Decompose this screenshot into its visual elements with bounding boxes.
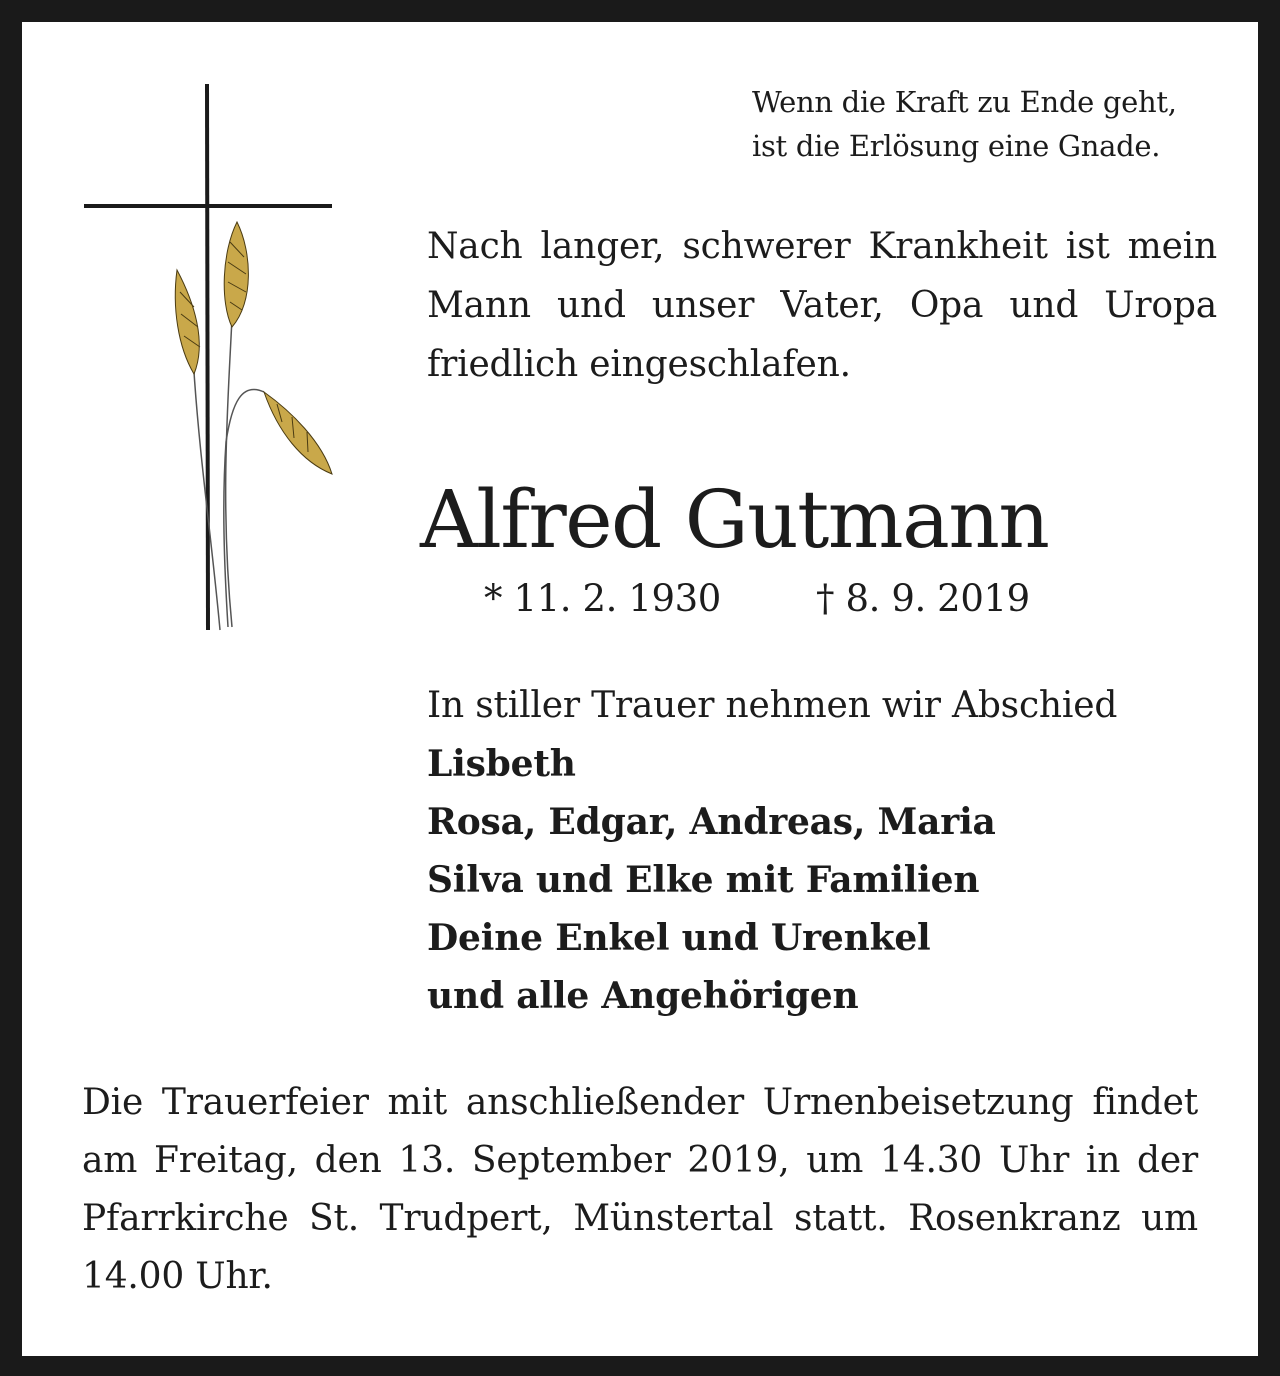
mourner-line: und alle Angehörigen bbox=[427, 975, 859, 1017]
cross-with-wheat-icon bbox=[82, 82, 342, 642]
funeral-details: Die Trauerfeier mit anschließender Urnenbeisetzung findet am Freitag, den 13. September 2019, um 14.30 Uhr in der Pfarrkirche St. Trudpert, Münstertal statt. Rosenkranz um 14.00 Uhr. bbox=[82, 1082, 1198, 1297]
deceased-name: Alfred Gutmann bbox=[420, 473, 1049, 566]
intro-text: Nach langer, schwerer Krankheit ist mein Mann und unser Vater, Opa und Uropa friedlich eingeschlafen. bbox=[427, 226, 1217, 385]
opening-quote bbox=[752, 80, 1222, 168]
death-date: † 8. 9. 2019 bbox=[816, 577, 1030, 620]
mourners-names bbox=[427, 735, 1227, 1025]
birth-date: * 11. 2. 1930 bbox=[484, 577, 721, 620]
obituary-card bbox=[22, 22, 1258, 1356]
mourner-line: Lisbeth bbox=[427, 743, 576, 785]
mourner-line: Deine Enkel und Urenkel bbox=[427, 917, 931, 959]
life-dates bbox=[22, 574, 1258, 624]
mourner-line: Silva und Elke mit Familien bbox=[427, 859, 980, 901]
quote-line: ist die Erlösung eine Gnade. bbox=[752, 129, 1161, 163]
mourner-line: Rosa, Edgar, Andreas, Maria bbox=[427, 801, 996, 843]
mourners-block bbox=[427, 677, 1227, 1025]
quote-line: Wenn die Kraft zu Ende geht, bbox=[752, 85, 1177, 119]
mourners-heading: In stiller Trauer nehmen wir Abschied bbox=[427, 685, 1118, 726]
